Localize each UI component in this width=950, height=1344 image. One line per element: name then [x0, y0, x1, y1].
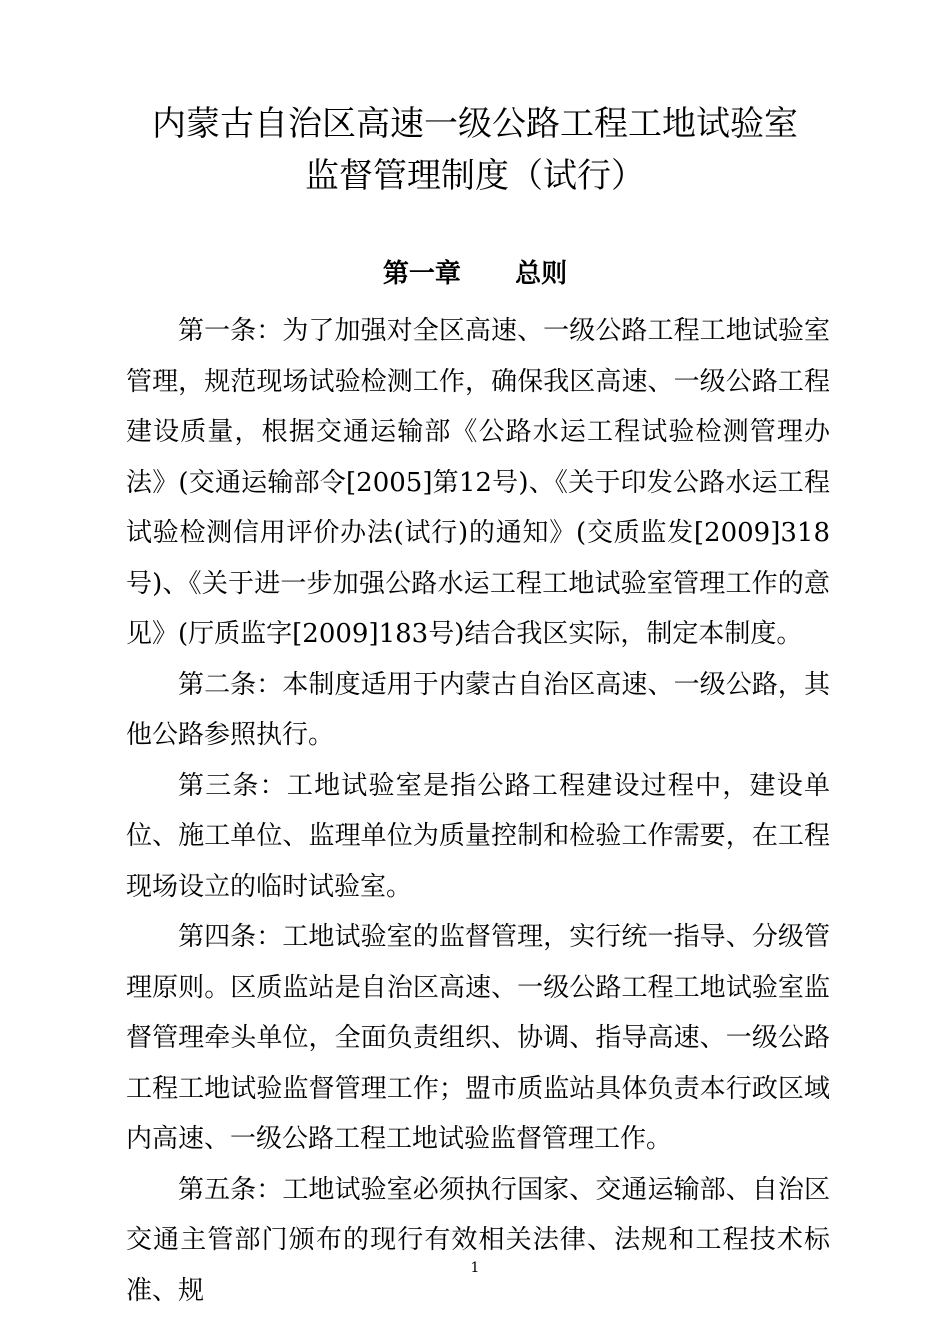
title-line-2: 监督管理制度（试行） [305, 156, 645, 196]
article-4-paragraph: 第四条：工地试验室的监督管理，实行统一指导、分级管理原则。区质监站是自治区高速、一级公路工程工地试验室监督管理牵头单位，全面负责组织、协调、指导高速、一级公路工程工地试验监督管理工作；盟市质监站具体负责本行政区域内高速、一级公路工程工地试验监督管理工作。 [126, 922, 830, 1154]
document-title [0, 98, 950, 202]
article-2-paragraph: 第二条：本制度适用于内蒙古自治区高速、一级公路，其他公路参照执行。 [126, 669, 830, 750]
title-line-1: 内蒙古自治区高速一级公路工程工地试验室 [152, 104, 798, 144]
article-5-paragraph: 第五条：工地试验室必须执行国家、交通运输部、自治区交通主管部门颁布的现行有效相关法律、法规和工程技术标准、规 [126, 1174, 830, 1306]
page-number: 1 [470, 1260, 480, 1276]
body-text [126, 306, 830, 1316]
article-3-paragraph: 第三条：工地试验室是指公路工程建设过程中，建设单位、施工单位、监理单位为质量控制和检验工作需要，在工程现场设立的临时试验室。 [126, 770, 830, 902]
chapter-heading: 第一章 总则 [382, 259, 568, 289]
article-1-paragraph: 第一条：为了加强对全区高速、一级公路工程工地试验室管理，规范现场试验检测工作，确保我区高速、一级公路工程建设质量，根据交通运输部《公路水运工程试验检测管理办法》(交通运输部令[2005]第12号)、《关于印发公路水运工程试验检测信用评价办法(试行)的通知》(交质监发[2009]318号)、《关于进一步加强公路水运工程工地试验室管理工作的意见》(厅质监字[2009]183号)结合我区实际，制定本制度。 [126, 316, 830, 649]
